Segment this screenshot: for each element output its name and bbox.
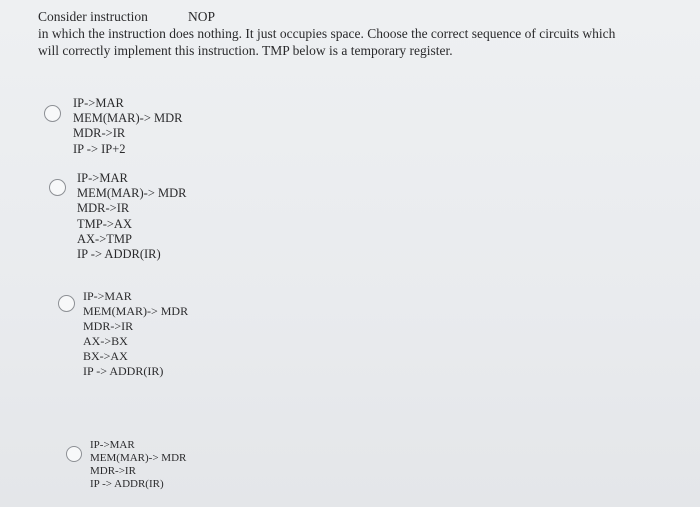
radio-button[interactable] (66, 446, 82, 462)
step-text: TMP->AX (77, 216, 132, 231)
step-text: AX->BX (83, 334, 128, 348)
step-text: AX->TMP (77, 231, 132, 246)
step-text: MDR->IR (90, 465, 136, 477)
question-line-2: in which the instruction does nothing. It just occupies space. Choose the correct sequence of circuits which (38, 26, 616, 41)
instruction-name: NOP (188, 9, 216, 24)
radio-button[interactable] (44, 105, 61, 122)
step-text: MEM(MAR)-> MDR (77, 186, 187, 201)
question-title-line (38, 8, 688, 25)
step-text: MEM(MAR)-> MDR (83, 304, 189, 318)
step-text: MEM(MAR)-> MDR (73, 111, 183, 126)
step-text: IP -> ADDR(IR) (90, 478, 164, 490)
answer-option-4[interactable] (66, 439, 186, 491)
option-steps (77, 171, 187, 262)
option-steps (83, 289, 188, 379)
step-text: IP->MAR (90, 439, 135, 451)
answer-option-3[interactable] (58, 289, 188, 379)
question-label: Consider instruction (38, 9, 148, 24)
radio-button[interactable] (58, 295, 75, 312)
step-text: IP -> ADDR(IR) (77, 247, 161, 262)
radio-button[interactable] (49, 179, 66, 196)
question-text (38, 8, 688, 59)
answer-option-2[interactable] (49, 171, 187, 262)
step-text: IP->MAR (83, 289, 132, 303)
option-steps (90, 439, 186, 491)
step-text: IP->MAR (77, 171, 128, 185)
step-text: IP -> ADDR(IR) (83, 364, 164, 378)
step-text: MDR->IR (83, 319, 134, 333)
question-line-3: will correctly implement this instruction. TMP below is a temporary register. (38, 43, 453, 58)
step-text: MDR->IR (77, 201, 130, 216)
answer-option-1[interactable] (44, 96, 183, 157)
step-text: MEM(MAR)-> MDR (90, 452, 187, 464)
option-steps (73, 96, 183, 157)
step-text: MDR->IR (73, 126, 126, 141)
step-text: BX->AX (83, 349, 128, 363)
step-text: IP -> IP+2 (73, 141, 126, 156)
step-text: IP->MAR (73, 96, 124, 110)
